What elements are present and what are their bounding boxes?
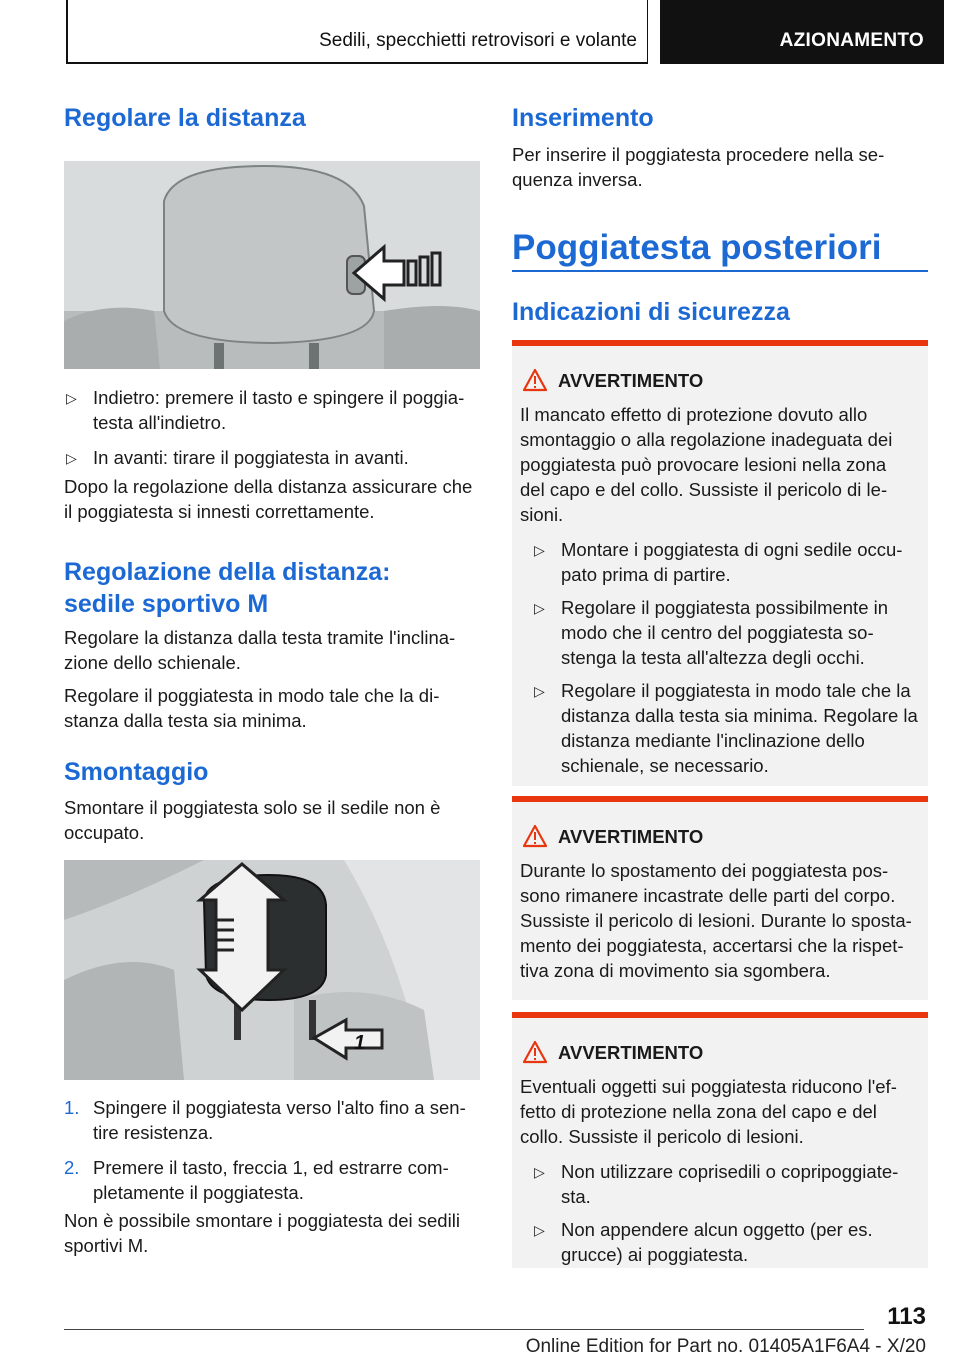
triangle-bullet-icon: ▷ (534, 1222, 545, 1238)
page-number: 113 (887, 1303, 926, 1330)
headrest-removal-image (64, 860, 480, 1080)
arrow-1-label: 1 (354, 1032, 366, 1054)
header-chapter-title: AZIONAMENTO (779, 30, 924, 51)
sportivo-paragraph-1: Regolare la distanza dalla testa tramite l'inclina- zione dello schienale. (64, 627, 456, 673)
warning-triangle-icon (522, 1040, 548, 1064)
triangle-bullet-icon: ▷ (66, 450, 77, 466)
warning-box-2 (512, 796, 928, 1000)
header-chapter-tab (660, 0, 944, 64)
list-item: 2. Premere il tasto, freccia 1, ed estrarre com- pletamente il poggiatesta. (64, 1157, 449, 1203)
heading-smontaggio: Smontaggio (64, 758, 209, 786)
warning-title: AVVERTIMENTO (558, 1042, 704, 1063)
warning-triangle-icon (522, 368, 548, 392)
smontaggio-paragraph: Smontare il poggiatesta solo se il sedile non è occupato. (64, 797, 441, 843)
header-section-title: Sedili, specchietti retrovisori e volante (319, 30, 637, 51)
list-item: ▷ Indietro: premere il tasto e spingere il poggia- testa all'indietro. (66, 387, 465, 433)
warning-text: Il mancato effetto di protezione dovuto allo smontaggio o alla regolazione inadeguata dei poggiatesta può provocare lesioni nella zona del capo e del collo. Sussiste il pericolo di le- sioni. ▷ Montare i poggiatesta di ogni sedile occu- pato prima di partire. ▷ Regolare il poggiatesta possibilmente in modo che il centro del poggiatesta so- stenga la testa all'altezza degli occhi. ▷ Regolare il poggiatesta in modo tale che la distanza dalla testa sia minima. Regolare la distanza mediante l'inclinazione dello schienale, se necessario. (520, 402, 924, 778)
heading-sportivo: Regolazione della distanza: sedile sportivo M (64, 558, 391, 618)
heading-sicurezza: Indicazioni di sicurezza (512, 298, 790, 326)
regolare-bullet-list (64, 385, 482, 470)
warning-box-1 (512, 340, 928, 786)
list-item: ▷ Non appendere alcun oggetto (per es. grucce) ai poggiatesta. (534, 1219, 873, 1265)
list-item: 1. Spingere il poggiatesta verso l'alto fino a sen- tire resistenza. (64, 1097, 466, 1143)
list-item: ▷ Regolare il poggiatesta possibilmente in modo che il centro del poggiatesta so- stenga la testa all'altezza degli occhi. (534, 597, 889, 668)
warning-text: Eventuali oggetti sui poggiatesta riducono l'ef- fetto di protezione nella zona del capo e del collo. Sussiste il pericolo di lesioni. ▷ Non utilizzare coprisedili o copripoggiate- sta. ▷ Non appendere alcun oggetto (per es. grucce) ai poggiatesta. (520, 1074, 924, 1267)
list-item: ▷ Regolare il poggiatesta in modo tale che la distanza dalla testa sia minima. Regolare la distanza mediante l'inclinazione dello schienale, se necessario. (534, 680, 918, 776)
heading-poggiatesta-posteriori: Poggiatesta posteriori (512, 228, 882, 267)
triangle-bullet-icon: ▷ (534, 1164, 545, 1180)
list-item: ▷ Non utilizzare coprisedili o copripoggiate- sta. (534, 1161, 899, 1207)
regolare-after-text: Dopo la regolazione della distanza assicurare che il poggiatesta si innesti correttamente. (64, 476, 473, 522)
warning-text: Durante lo spostamento dei poggiatesta pos- sono rimanere incastrate delle parti del corpo. Sussiste il pericolo di lesioni. Durante lo sposta- mento dei poggiatesta, accertarsi che la rispet- tiva zona di movimento sia sgombera. (520, 860, 912, 981)
footer-edition-text: Online Edition for Part no. 01405A1F6A4 - X/20 (525, 1336, 926, 1357)
sportivo-paragraph-2: Regolare il poggiatesta in modo tale che la di- stanza dalla testa sia minima. (64, 685, 440, 731)
warning-box-3 (512, 1012, 928, 1268)
triangle-bullet-icon: ▷ (534, 683, 545, 699)
footer-divider (64, 1329, 864, 1330)
list-item: ▷ In avanti: tirare il poggiatesta in avanti. (64, 445, 482, 470)
triangle-bullet-icon: ▷ (66, 390, 77, 406)
warning-title: AVVERTIMENTO (558, 370, 704, 391)
triangle-bullet-icon: ▷ (534, 542, 545, 558)
smontaggio-after-text: Non è possibile smontare i poggiatesta dei sedili sportivi M. (64, 1210, 460, 1256)
headrest-removal-illustration (64, 860, 480, 1080)
warning-triangle-icon (522, 824, 548, 848)
list-item: ▷ Montare i poggiatesta di ogni sedile occu- pato prima di partire. (534, 539, 903, 585)
headrest-distance-image (64, 161, 480, 369)
warning-title: AVVERTIMENTO (558, 826, 704, 847)
heading-regolare: Regolare la distanza (64, 104, 306, 132)
headrest-distance-illustration (64, 161, 480, 369)
triangle-bullet-icon: ▷ (534, 600, 545, 616)
heading-inserimento: Inserimento (512, 104, 654, 132)
header-section-tab (66, 0, 648, 64)
section-divider (512, 270, 928, 272)
inserimento-paragraph: Per inserire il poggiatesta procedere nella se- quenza inversa. (512, 144, 885, 190)
smontaggio-steps (64, 1095, 482, 1205)
